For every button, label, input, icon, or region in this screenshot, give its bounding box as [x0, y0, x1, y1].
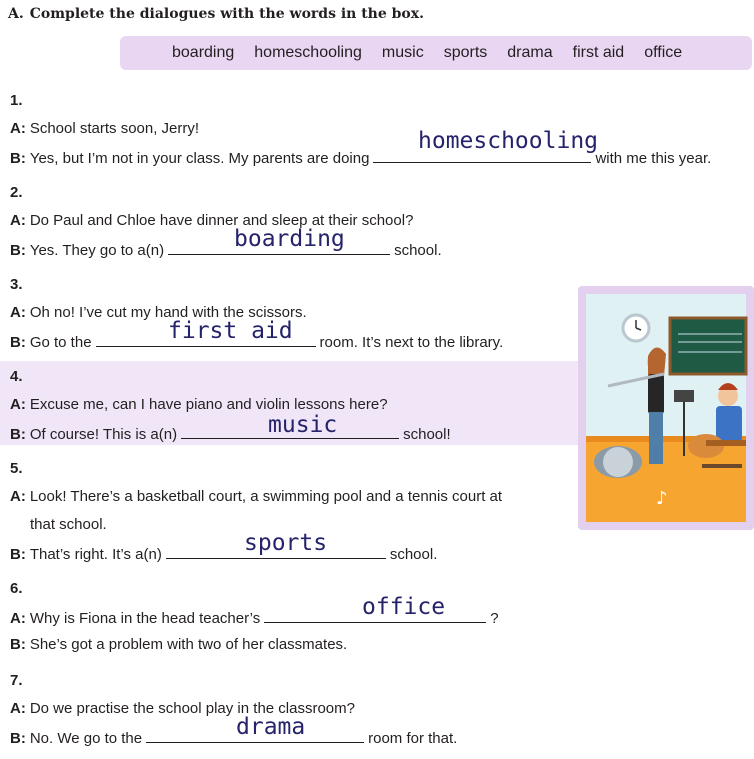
dialogue-line — [10, 728, 457, 747]
item-number: 6. — [10, 580, 23, 597]
speaker-label: B: — [10, 546, 26, 563]
speaker-label: A: — [10, 304, 26, 321]
music-class-illustration — [578, 286, 754, 530]
speaker-label: B: — [10, 730, 26, 747]
speaker-label: B: — [10, 150, 26, 167]
speaker-label: A: — [10, 120, 26, 137]
dialogue-line — [10, 148, 711, 167]
item-number: 7. — [10, 672, 23, 689]
dialogue-line — [10, 212, 413, 229]
handwritten-answer: sports — [244, 530, 328, 556]
handwritten-answer: first aid — [168, 318, 293, 344]
word-box-item: boarding — [172, 44, 235, 61]
dialogue-line — [10, 636, 347, 653]
word-box-item: sports — [443, 44, 488, 61]
dialogue-line — [10, 424, 451, 443]
dialogue-text: Oh no! I’ve cut my hand with the scissors. — [29, 304, 307, 321]
speaker-label: A: — [10, 488, 26, 505]
dialogue-line — [10, 240, 442, 259]
exercise-heading — [8, 6, 424, 22]
handwritten-answer: office — [362, 594, 446, 620]
speaker-label: B: — [10, 426, 26, 443]
item-number: 5. — [10, 460, 23, 477]
speaker-label: B: — [10, 334, 26, 351]
item-number: 2. — [10, 184, 23, 201]
dialogue-text: school. — [389, 546, 438, 563]
dialogue-text: Why is Fiona in the head teacher’s — [29, 610, 261, 627]
exercise-instruction: Complete the dialogues with the words in the box. — [29, 6, 424, 22]
dialogue-text: Yes. They go to a(n) — [29, 242, 165, 259]
dialogue-text: room for that. — [368, 730, 458, 747]
word-box-item: office — [644, 44, 683, 61]
word-box-item: drama — [507, 44, 553, 61]
handwritten-answer: homeschooling — [418, 128, 599, 154]
svg-text:♪: ♪ — [656, 488, 668, 509]
dialogue-text: Do we practise the school play in the classroom? — [29, 700, 355, 717]
dialogue-text: Go to the — [29, 334, 92, 351]
dialogue-text: with me this year. — [595, 150, 712, 167]
handwritten-answer: boarding — [234, 226, 345, 252]
dialogue-text: Do Paul and Chloe have dinner and sleep at their school? — [29, 212, 414, 229]
handwritten-answer: music — [268, 412, 338, 438]
word-box-item: music — [381, 44, 424, 61]
speaker-label: A: — [10, 610, 26, 627]
dialogue-text: Look! There’s a basketball court, a swimming pool and a tennis court at — [29, 488, 503, 505]
music-class-scene — [578, 286, 754, 530]
exercise-letter: A. — [8, 6, 24, 22]
dialogue-text: School starts soon, Jerry! — [29, 120, 200, 137]
speaker-label: B: — [10, 242, 26, 259]
dialogue-text: Yes, but I’m not in your class. My parents are doing — [29, 150, 370, 167]
item-number: 4. — [10, 368, 23, 385]
dialogue-text: school. — [394, 242, 442, 259]
dialogue-text: Excuse me, can I have piano and violin lessons here? — [29, 396, 388, 413]
dialogue-text: No. We go to the — [29, 730, 143, 747]
dialogue-text: room. It’s next to the library. — [319, 334, 504, 351]
dialogue-text: That’s right. It’s a(n) — [29, 546, 162, 563]
dialogue-line — [10, 488, 502, 505]
item-number: 1. — [10, 92, 23, 109]
dialogue-text: She’s got a problem with two of her classmates. — [29, 636, 348, 653]
dialogue-line — [10, 544, 437, 563]
dialogue-line — [10, 396, 388, 413]
item-number: 3. — [10, 276, 23, 293]
word-box-item: homeschooling — [254, 44, 362, 61]
word-box — [120, 36, 752, 70]
word-box-item: first aid — [572, 44, 625, 61]
speaker-label: A: — [10, 700, 26, 717]
dialogue-line — [10, 120, 199, 137]
dialogue-text: school! — [403, 426, 451, 443]
dialogue-text: Of course! This is a(n) — [29, 426, 178, 443]
speaker-label: B: — [10, 636, 26, 653]
speaker-label: A: — [10, 212, 26, 229]
speaker-label: A: — [10, 396, 26, 413]
handwritten-answer: drama — [236, 714, 306, 740]
dialogue-continuation: that school. — [30, 516, 107, 533]
dialogue-text: ? — [490, 610, 499, 627]
